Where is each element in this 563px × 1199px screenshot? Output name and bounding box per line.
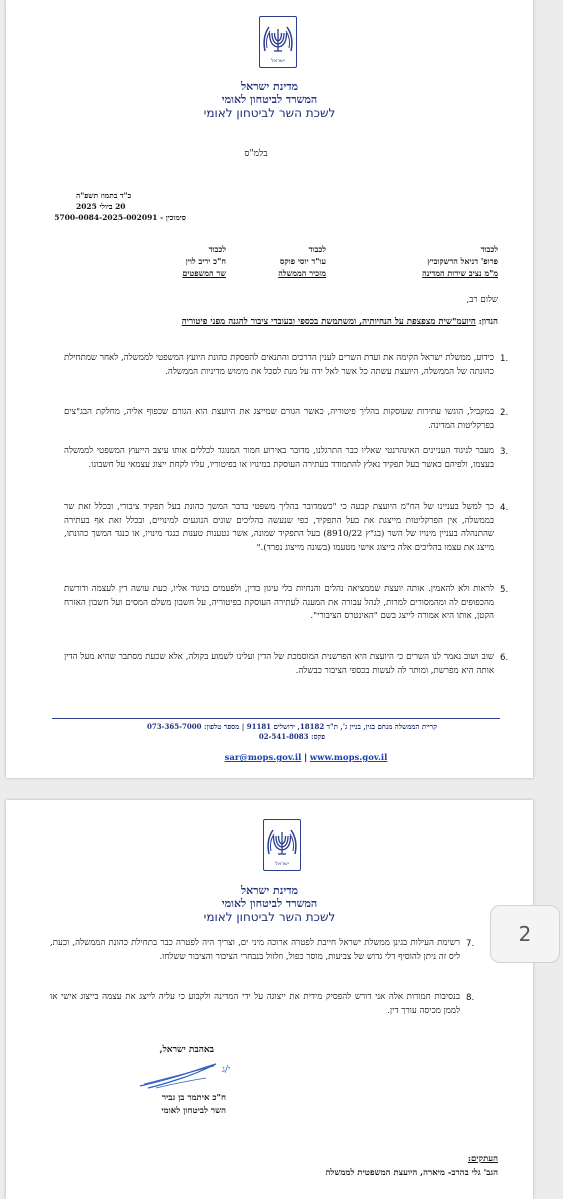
footer-link-separator: | [304,753,308,763]
state-name: מדינת ישראל [240,80,299,93]
recipient-3-title: שר המשפטים [182,268,226,278]
footer-fax: פקס: 02-541-8083 [258,732,326,741]
para-7: רשימת העילות בגינן ממשלת ישראל חייבת לפטרה ארוכה מיני ים, וצריך היה לפטרה כבר בתחילת כהונת הממשלה, וכעת, ליס זה ניתן להוסיף דלי גדוש של צביעות, מוסר כפול, וזלזול בנבחרי הציבור והציבור ששלחו. [50,938,460,962]
office-name-page2: לשכת השר לביטחון לאומי [203,910,336,924]
gregorian-date: 20 ביולי 2025 [76,202,126,211]
emblem-caption-page2: ישראל [275,861,289,867]
para-6: שוב ושוב נאמר לנו השרים כי היועצת היא הפרשנית המוסמכת של הדין ועלינו לשמוע בקולה, אלא שכעת מסתבר שהיא מעל הדין אותה היא מפרשת, ומותר לה לעשות בכספי הציבור כבשלה. [64,652,494,676]
signer-title: השר לביטחון לאומי [161,1106,226,1116]
letterhead-page2 [6,884,533,925]
letterhead [6,80,533,121]
closing: באהבת ישראל, [159,1045,214,1055]
recipient-2-title: מזכיר הממשלה [278,268,326,278]
signer-block [106,1092,226,1118]
ministry-name-page2: המשרד לביטחון לאומי [221,897,318,910]
para-1-number: 1. [500,354,509,364]
signer-name: ח"כ איתמר בן גביר [161,1093,226,1103]
recipient-1-title: מ"מ נציב שירות המדינה [422,268,498,278]
para-4-number: 4. [500,503,509,513]
para-5: לראות ולא להאמין. אותה יועצת שממציאה נהלים והנחיות בלי עיגון בדין, ולפעמים בניגוד אליו, כעת עושה דין לעצמה ודורשת מהכפופים לה ומהמסורים למרות, לנהל עבורה את המענה לעתירה העוסקת בפיטוריה, על חשבון משלם המסים ועל חשבון האזרח הקטן, אותו היא אמורה לייצג בשם "האינטרס הציבורי". [64,584,494,622]
para-2-number: 2. [500,408,509,418]
hebrew-date: כ"ד בתמוז תשפ"ה [76,191,132,200]
emblem-caption: ישראל [271,58,285,64]
recipient-2-to: לכבוד [308,244,326,254]
para-5-number: 5. [500,585,509,595]
para-6-number: 6. [500,653,509,663]
subject-text: היועמ"שית מצפצפת על הנחיותיה, ומשתמשת בכספי ובעובדי ציבור להגנה מפני פיטוריה [181,317,476,327]
state-emblem-icon [259,16,297,68]
signature-image [136,1058,246,1092]
ministry-name: המשרד לביטחון לאומי [221,93,318,106]
subject-label: הנדון: [478,317,498,327]
classification: בלמ"ס [244,149,268,159]
footer-address [86,722,498,742]
para-8: בנסיבות חמורות אלה אני דורש להפסיק מידית את ייצוגה על ידי המדינה ולקבוע כי עליה לייצג את עצמה בייצוג אישי או לממן מכיסה עורך דין. [50,992,460,1016]
footer-address-line: קריית הממשלה מנחם בגין, בניין ג', ת"ד 18182, ירושלים 91181 | מספר טלפון: 073-365-7000 [147,722,437,731]
recipient-3-to: לכבוד [208,244,226,254]
signature-initials: י/ג [222,1065,231,1075]
letter-page-2 [6,800,533,1199]
office-name: לשכת השר לביטחון לאומי [203,106,336,120]
footer-links [186,752,426,766]
para-3: מעבר לניגוד העניינים האינהרנטי שאליו כבר התרגלנו, מדובר באירוע חמור המנוגד לכללים אותו עיצב הייעוץ המשפטי לממשלה בעצמו, ולפיהם כאשר בעל תפקיד נאלץ להתמודד בעתירה העוסקת במינויו או בפיטוריו, עליו לקחת ייצוג עצמאי על חשבונו. [64,446,494,470]
para-1: כידוע, ממשלת ישראל הקימה את ועדת השרים לענין הדרכים והתנאים להפסקת כהונת היועץ המשפטי לממשלה, לאחר שמתחילת כהונתה של הממשלה, היועצת עשתה כל אשר לאל ידה על מנת לסכל את מימוש מדיניות הממשלה. [64,353,494,377]
recipient-1 [316,243,498,279]
recipient-3-name: ח"כ יריב לוין [185,256,226,266]
website-link[interactable]: www.mops.gov.il [309,753,388,763]
recipient-2-name: עו"ד יוסי פוקס [279,256,326,266]
cc-recipient: הגב' גלי בהרב- מיארה, היועצת המשפטית לממשלה [325,1168,498,1178]
para-4: כך למשל בעניינו של הח"מ היועצת קבעה כי "כשמדובר בהליך משפטי בדבר המשך כהונת בעל תפקיד ציבורי, ובכלל זאת שר בממשלה, אין הפרקליטות מייצגת את בעל התפקיד, כפי שנעשה בהליכים שונים הנוגעים למינויים, ובכלל זאת אף בעתירה שהתנהלה בעניין מינויו של השר (בג"ץ 8910/22) בעל התפקיד שמונה, אשר נטענות טענות כנגד מינויו, או כנגד המשך כהונתו, מייצג את עצמו בהליכים אלה בייצוג אישי מטעמו (בשונה מייצוג נפרד)." [64,502,494,553]
reference-number: סימוכין - 5700-0084-2025-002091 [54,213,186,222]
para-8-number: 8. [466,993,475,1003]
recipient-1-to: לכבוד [480,244,498,254]
greeting: שלום רב, [466,295,498,305]
para-3-number: 3. [500,447,509,457]
recipient-2 [236,243,326,279]
state-name-page2: מדינת ישראל [240,884,299,897]
email-link[interactable]: sar@mops.gov.il [224,753,302,763]
subject-line [66,316,498,329]
recipient-1-name: פרופ' דניאל הרשקוביץ [427,256,498,266]
letter-page-1 [6,0,533,778]
recipient-3 [146,243,226,279]
state-emblem-icon-page2 [263,819,301,871]
date-block [54,190,186,223]
para-7-number: 7. [466,939,475,949]
cc-label: העתקים: [467,1154,498,1164]
footer-divider [52,718,500,719]
page-number-indicator[interactable]: 2 [490,905,560,963]
para-2: במקביל, הוגשו עתירות שעוסקות בהליך פיטוריה, כאשר הגורם שמייצג את היועצת הוא הגורם שכפוף אליה, מחלקת הבג"צים בפרקליטות המדינה. [64,407,494,431]
